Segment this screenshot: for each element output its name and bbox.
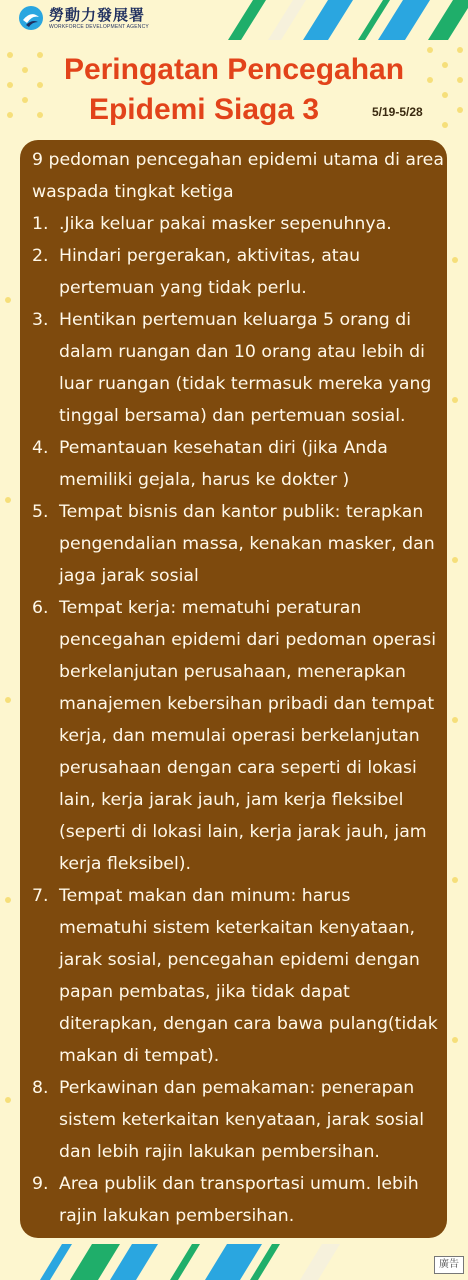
ad-badge: 廣告	[434, 1256, 464, 1274]
list-item	[32, 880, 444, 1072]
title-line-2: Epidemi Siaga 3	[88, 93, 320, 126]
item-text: Pemantauan kesehatan diri (jika Anda memiliki gejala, harus ke dokter )	[59, 438, 388, 490]
list-item	[32, 432, 444, 496]
item-number: 3.	[32, 310, 49, 330]
agency-name-english: WORKFORCE DEVELOPMENT AGENCY	[49, 23, 149, 30]
item-number: 6.	[32, 598, 49, 618]
item-text: Tempat makan dan minum: harus mematuhi sistem keterkaitan kenyataan, jarak sosial, pencegahan epidemi dengan papan pembatas, jika tidak dapat diterapkan, dengan cara bawa pulang(tidak makan di tempat).	[59, 886, 438, 1066]
item-number: 5.	[32, 502, 49, 522]
list-item	[32, 208, 444, 240]
item-number: 7.	[32, 886, 49, 906]
list-item	[32, 592, 444, 880]
top-stripe-decoration	[208, 0, 468, 40]
intro-text: 9 pedoman pencegahan epidemi utama di area waspada tingkat ketiga	[32, 150, 444, 202]
item-number: 9.	[32, 1174, 49, 1194]
title-line-1: Peringatan Pencegahan	[63, 53, 405, 86]
item-text: Hentikan pertemuan keluarga 5 orang di dalam ruangan dan 10 orang atau lebih di luar ruangan (tidak termasuk mereka yang tinggal bersama) dan pertemuan sosial.	[59, 310, 432, 426]
item-text: .Jika keluar pakai masker sepenuhnya.	[59, 214, 392, 234]
item-text: Area publik dan transportasi umum. lebih rajin lakukan pembersihan.	[59, 1174, 419, 1226]
item-number: 2.	[32, 246, 49, 266]
item-number: 4.	[32, 438, 49, 458]
list-item	[32, 304, 444, 432]
bottom-stripe-decoration	[0, 1244, 468, 1280]
list-item	[32, 240, 444, 304]
date-range: 5/19-5/28	[372, 105, 423, 119]
list-item	[32, 496, 444, 592]
list-item	[32, 1072, 444, 1168]
item-text: Tempat kerja: mematuhi peraturan pencegahan epidemi dari pedoman operasi berkelanjutan perusahaan, menerapkan manajemen kebersihan pribadi dan tempat kerja, dan memulai operasi berkelanjutan perusahaan dengan cara seperti di lokasi lain, kerja jarak jauh, jam kerja fleksibel (seperti di lokasi lain, kerja jarak jauh, jam kerja fleksibel).	[59, 598, 437, 874]
item-number: 1.	[32, 214, 49, 234]
item-text: Tempat bisnis dan kantor publik: terapkan pengendalian massa, kenakan masker, dan jaga jarak sosial	[59, 502, 435, 586]
guidelines-content	[32, 144, 444, 1232]
item-text: Hindari pergerakan, aktivitas, atau pertemuan yang tidak perlu.	[59, 246, 361, 298]
agency-name-chinese: 勞動力發展署	[49, 5, 146, 24]
agency-logo-icon	[18, 5, 44, 31]
list-item	[32, 1168, 444, 1232]
item-text: Perkawinan dan pemakaman: penerapan sistem keterkaitan kenyataan, jarak sosial dan lebih rajin lakukan pembersihan.	[59, 1078, 425, 1162]
item-number: 8.	[32, 1078, 49, 1098]
agency-logo	[18, 5, 149, 31]
